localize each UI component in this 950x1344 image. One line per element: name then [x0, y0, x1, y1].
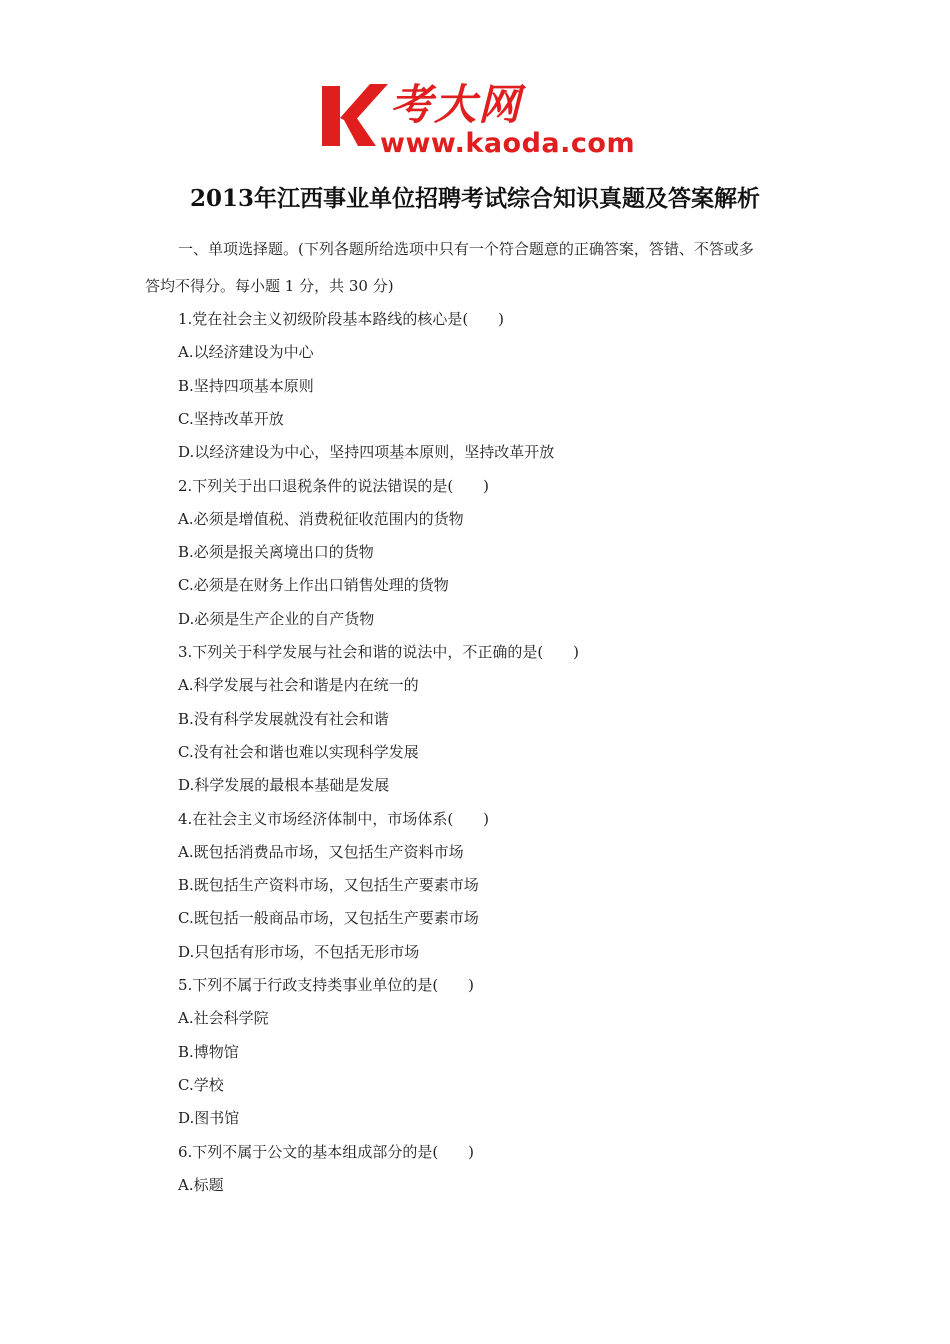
document-title: 2013年江西事业单位招聘考试综合知识真题及答案解析 — [189, 185, 760, 212]
question-text: 5.下列不属于行政支持类事业单位的是( ) — [178, 976, 475, 994]
answer-option: D.以经济建设为中心，坚持四项基本原则，坚持改革开放 — [178, 443, 555, 462]
answer-option: A.既包括消费品市场，又包括生产资料市场 — [178, 842, 464, 861]
answer-option: B.必须是报关离境出口的货物 — [178, 543, 374, 562]
section-intro-line-2: 答均不得分。每小题 1 分，共 30 分) — [145, 277, 394, 295]
question-text: 3.下列关于科学发展与社会和谐的说法中，不正确的是( ) — [178, 643, 580, 661]
logo-brand-cn: 考大网 — [390, 80, 523, 129]
answer-option: B.坚持四项基本原则 — [178, 376, 314, 395]
answer-option: A.以经济建设为中心 — [178, 343, 314, 362]
answer-option: D.科学发展的最根本基础是发展 — [178, 776, 390, 795]
answer-option: A.科学发展与社会和谐是内在统一的 — [178, 676, 419, 695]
answer-option: D.必须是生产企业的自产货物 — [178, 609, 375, 628]
logo-url: www.kaoda.com — [380, 128, 636, 159]
answer-option: A.标题 — [178, 1175, 224, 1194]
answer-option: B.博物馆 — [178, 1042, 239, 1061]
answer-option: D.只包括有形市场，不包括无形市场 — [178, 942, 420, 961]
answer-option: C.坚持改革开放 — [178, 409, 284, 428]
question-text: 6.下列不属于公文的基本组成部分的是( ) — [178, 1142, 475, 1161]
question-text: 1.党在社会主义初级阶段基本路线的核心是( ) — [178, 310, 505, 328]
section-intro-line-1: 一、单项选择题。(下列各题所给选项中只有一个符合题意的正确答案，答错、不答或多 — [178, 240, 754, 258]
answer-option: B.既包括生产资料市场，又包括生产要素市场 — [178, 876, 479, 895]
answer-option: C.必须是在财务上作出口销售处理的货物 — [178, 576, 449, 595]
answer-option: B.没有科学发展就没有社会和谐 — [178, 709, 389, 728]
kaoda-logo — [318, 80, 638, 160]
answer-option: D.图书馆 — [178, 1109, 240, 1128]
question-text: 4.在社会主义市场经济体制中，市场体系( ) — [178, 809, 490, 828]
answer-option: C.既包括一般商品市场，又包括生产要素市场 — [178, 909, 479, 928]
question-text: 2.下列关于出口退税条件的说法错误的是( ) — [178, 476, 490, 495]
answer-option: A.必须是增值税、消费税征收范围内的货物 — [178, 509, 464, 528]
answer-option: C.没有社会和谐也难以实现科学发展 — [178, 742, 419, 761]
answer-option: A.社会科学院 — [178, 1009, 269, 1028]
answer-option: C.学校 — [178, 1075, 224, 1094]
